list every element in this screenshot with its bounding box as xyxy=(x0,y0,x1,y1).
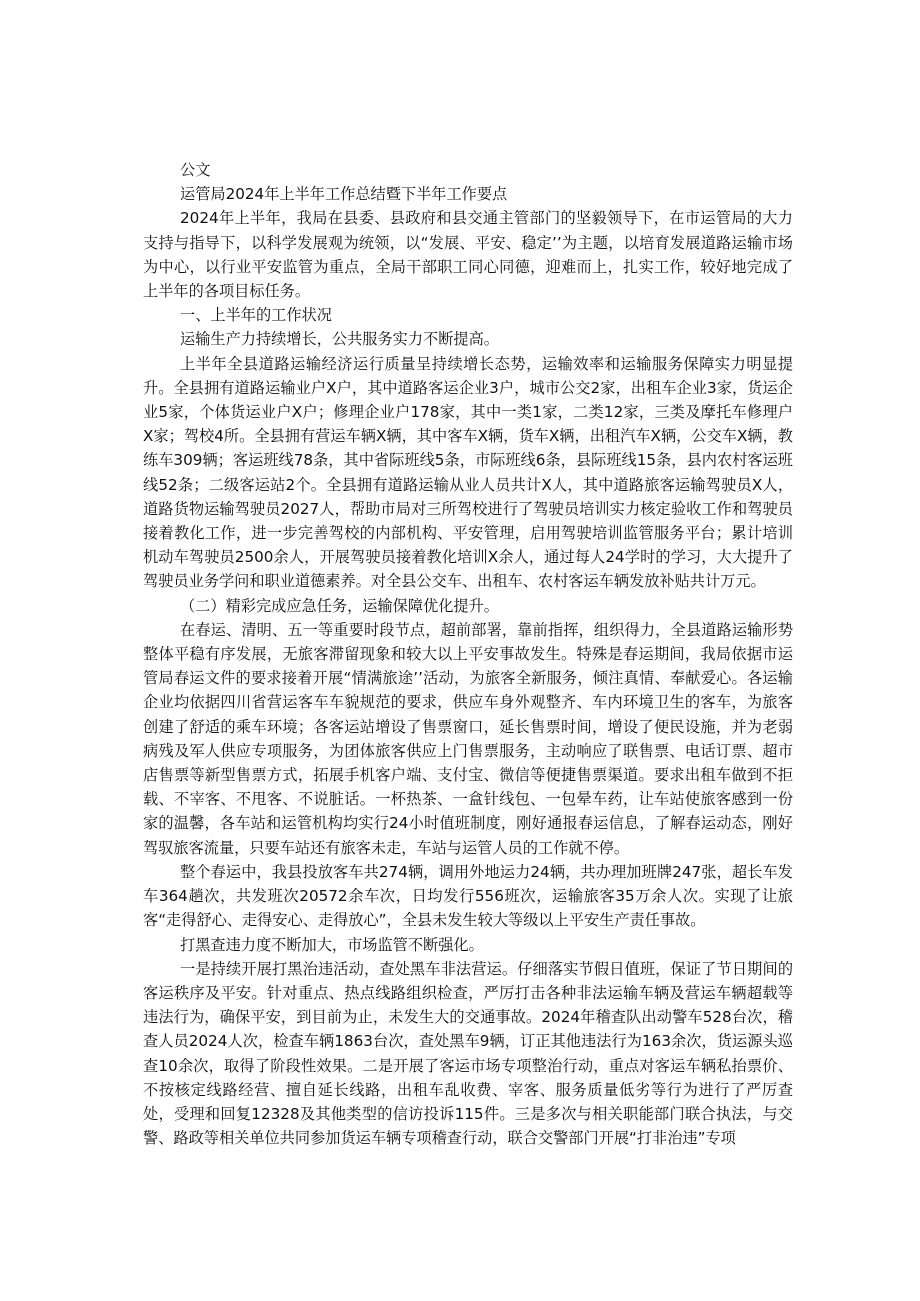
body-paragraph: 一是持续开展打黑治违活动，查处黑车非法营运。仔细落实节假日值班，保证了节日期间的客运秩序及平安。针对重点、热点线路组织检查，严厉打击各种非法运输车辆及营运车辆超载等违法行为，确保平安，到目前为止，未发生大的交通事故。2024年稽查队出动警车528台次，稽查人员2024人次，检查车辆1863台次，查处黑车9辆，订正其他违法行为163余次，货运源头巡查10余次，取得了阶段性效果。二是开展了客运市场专项整治行动，重点对客运车辆私抬票价、不按核定线路经营、擅自延长线路，出租车乱收费、宰客、服务质量低劣等行为进行了严厉查处，受理和回复12328及其他类型的信访投诉115件。三是多次与相关职能部门联合执法，与交警、路政等相关单位共同参加货运车辆专项稽查行动，联合交警部门开展“打非治违”专项 xyxy=(143,959,793,1148)
doc-title: 运管局2024年上半年工作总结暨下半年工作要点 xyxy=(180,185,508,204)
body-paragraph: 整个春运中，我县投放客车共274辆，调用外地运力24辆，共办理加班牌247张，超长车发车364趟次，共发班次20572余车次，日均发行556班次，运输旅客35万余人次。实现了让旅客“走得舒心、走得安心、走得放心”，全县未发生较大等级以上平安生产责任事故。 xyxy=(143,862,793,930)
doc-header: 公文 xyxy=(180,161,211,179)
subsection-heading: （二）精彩完成应急任务，运输保障优化提升。 xyxy=(180,596,499,615)
subsection-heading: 运输生产力持续增长，公共服务实力不断提高。 xyxy=(180,330,499,349)
subsection-heading: 打黑查违力度不断加大，市场监管不断强化。 xyxy=(180,935,484,954)
section-heading: 一、上半年的工作状况 xyxy=(180,306,332,325)
body-paragraph: 在春运、清明、五一等重要时段节点，超前部署，靠前指挥，组织得力，全县道路运输形势整体平稳有序发展，无旅客滞留现象和较大以上平安事故发生。特殊是春运期间，我局依据市运管局春运文件的要求接着开展“情满旅途’’活动，为旅客全新服务，倾注真情、奉献爱心。各运输企业均依据四川省营运客车车貌规范的要求，供应车身外观整齐、车内环境卫生的客车，为旅客创建了舒适的乘车环境；各客运站增设了售票窗口，延长售票时间，增设了便民设施，并为老弱病残及军人供应专项服务，为团体旅客供应上门售票服务，主动响应了联售票、电话订票、超市店售票等新型售票方式，拓展手机客户端、支付宝、微信等便捷售票渠道。要求出租车做到不拒载、不宰客、不甩客、不说脏话。一杯热茶、一盒针线包、一包晕车药，让车站使旅客感到一份家的温馨，各车站和运管机构均实行24小时值班制度，刚好通报春运信息，了解春运动态，刚好驾驭旅客流量，只要车站还有旅客未走，车站与运管人员的工作就不停。 xyxy=(143,620,793,857)
body-paragraph: 上半年全县道路运输经济运行质量呈持续增长态势，运输效率和运输服务保障实力明显提升。全县拥有道路运输业户X户，其中道路客运企业3户，城市公交2家，出租车企业3家，货运企业5家，个体货运业户X户；修理企业户178家，其中一类1家，二类12家，三类及摩托车修理户X家；驾校4所。全县拥有营运车辆X辆，其中客车X辆，货车X辆，出租汽车X辆，公交车X辆，教练车309辆；客运班线78条，其中省际班线5条，市际班线6条，县际班线15条，县内农村客运班线52条；二级客运站2个。全县拥有道路运输从业人员共计X人，其中道路旅客运输驾驶员X人，道路货物运输驾驶员2027人，帮助市局对三所驾校进行了驾驶员培训实力核定验收工作和驾驶员接着教化工作，进一步完善驾校的内部机构、平安管理，启用驾驶培训监管服务平台；累计培训机动车驾驶员2500余人，开展驾驶员接着教化培训X余人，通过每人24学时的学习，大大提升了驾驶员业务学问和职业道德素养。对全县公交车、出租车、农村客运车辆发放补贴共计万元。 xyxy=(143,354,793,591)
intro-paragraph: 2024年上半年，我局在县委、县政府和县交通主管部门的坚毅领导下，在市运管局的大力支持与指导下，以科学发展观为统领，以“发展、平安、稳定’’为主题，以培育发展道路运输市场为中心，以行业平安监管为重点，全局干部职工同心同德，迎难而上，扎实工作，较好地完成了上半年的各项目标任务。 xyxy=(143,209,793,301)
document-page xyxy=(143,158,793,1150)
